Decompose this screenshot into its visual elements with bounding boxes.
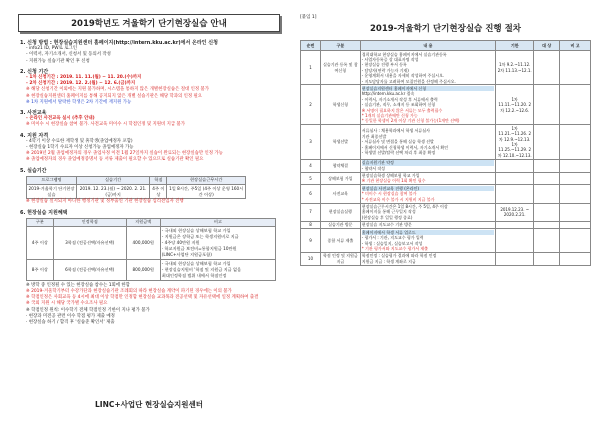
td: 400,000원 [126,227,160,260]
td [560,125,591,159]
procedure-line: 현장실습 사전교육 진행 (온라인) [362,186,495,191]
td: 7 [301,203,321,221]
procedure-content [360,229,496,253]
benefit-note: · 현장과 미전공 관련 이수 학점 평가 제출 예정 [26,313,115,319]
benefit-note: ※ 2019-겨울학기부터 수강가단과 현장실습기관 조례회의 따라 현장실습 계약이 파기된 경우에는 이의 불가 [26,288,232,294]
td: 실습기관 방문 [320,221,360,228]
procedure-line: 경희대학교 현장실습 홈페이지에서 실습기관등록 [361,51,447,57]
th: 기한 [496,41,534,51]
procedure-row [301,85,591,125]
td: 3학점 (전공선택/자유선택) [53,227,126,260]
note-line: - 4주당 40만원 지원 [161,239,200,245]
attachment-tag: [붙임 1] [300,15,317,20]
td [496,229,534,253]
td: 8주 이상 [27,260,54,281]
procedure-line: - 지도담당자를 고려하여 모집인원을 산정해 주십시오. [361,78,456,84]
term-note: ※ 현장실습 실시되지 아니한 행정기관 및 정부출연 기관 현장실습 심리전임자 진행 [26,199,184,205]
benefit-note: ※ 학점인정 원칙: 이수학기 전체 학점인정 기한이 지나 평가 불가 [26,307,150,313]
td: 4주 이상 [27,227,54,260]
th: 구분 [320,41,360,51]
procedure-line: 학점인정 : 실습평가 결과에 따라 학점 인정 [361,253,437,259]
right-page [300,14,591,414]
procedure-content [360,252,496,265]
procedure-line: - 담당자(연락 가능자 기재) [361,67,409,73]
benefit-note: ※ 방학 중 인정될 수 있는 현장실습 참수는 1회에 한함 [26,282,130,288]
procedure-row [301,159,591,172]
td: 학점 인정 및 지원금 지급 [320,252,360,265]
td [534,51,560,85]
td: 8 [301,221,321,228]
eligibility-line: - 현장실습 1학기 수료자 이상 신청가능 졸업예정자 가능 [26,145,134,151]
procedure-row [301,51,591,85]
td: 6 [301,185,321,203]
procedure-content [360,172,496,185]
th: 실습기간 [76,176,149,184]
td [496,159,534,172]
benefit-table [26,218,276,281]
th: 구분 [27,218,54,226]
procedure-line: 현장실습지원센터 홈페이지에서 신청 [362,86,495,91]
td: 1일 8시간, 주5일 (4주 이상 운영 160시간 이상) [167,185,246,199]
procedure-line: 서류심사 : 채용학과에서 학생 서류심사 [361,128,430,134]
procedure-line: 홈페이지를 통해 근무일지 작성 [361,209,416,215]
td: 1차 11.21.~11.26. 2차 12.9.~12.13. 1차 11.25.~11.29. 2차 12.10.~12.13. [496,125,534,159]
procedure-line: 지원금 지급 : 학생 계좌로 지급 [361,258,416,264]
td: 4주 이상 [150,185,167,199]
procedure-line: - 사업자등록증 상 대표자명 작성 [361,56,419,62]
note-line: - 현장실습지원비 '학점 및 지원금 지급 없음 [161,266,242,272]
th: 현장실습근무시간 [167,176,246,184]
td [560,252,591,265]
td: 상해보험 가입 [320,172,360,185]
edu-line: - 온라인 사전교육 실시 (추후 안내) [26,116,95,122]
th: 비고 [160,218,275,226]
procedure-line: - 서류심사 및 면접을 통해 실습 학생 선발 [361,139,434,145]
procedure-line: 기관 최종선발 [361,133,387,139]
td: 1차 11.11.~11.20. 2차 12.2.~12.6. [496,85,534,125]
procedure-content [360,51,496,85]
td: 2 [301,85,321,125]
procedure-line: - 실습기관, 직무, 소재지 등 조회하여 신청 [361,102,436,108]
procedure-line: 홈페이지에서 학생 서류 업로드 [362,230,495,235]
td: 9 [301,229,321,253]
th: 비 고 [560,41,591,51]
procedure-line: http://intern.kku.ac.kr 접속 [361,91,415,97]
procedure-line: * 1개의 실습기관에만 신청 가능 [361,112,418,118]
edu-note: ※ 미이수 시 현장실습 참여 불가. 사전교육 미이수 시 학점인정 및 지원비 지급 불가 [26,122,185,128]
td: 6학점 (전공선택/자유선택) [53,260,126,281]
note-line: · 학교지원금 보전비=통합지원금 10만원 [161,246,237,252]
procedure-content [360,203,496,221]
procedure-content [360,185,496,203]
td [534,172,560,185]
th: 프로그램명 [27,176,77,184]
term-table [26,176,246,200]
procedure-row [301,221,591,228]
td [534,221,560,228]
period-note: ※ 현장실습지원센터 홈페이지를 통해 공지되지 않은 개별 실습기관은 해당 학과의 인정 필요 [26,93,202,99]
sec-apply-head: 1. 신청 방법 : 현장실습지원센터 홈페이지(http://intern.kku.ac.kr)에서 온라인 신청 [20,40,218,46]
benefit-note: ※ 학점인정은 사회교육 등 4시에 최대 이상 학점만 인정함 현장실습 교과목과 전공선택 및 자유선택에 일정 계획하여 출결 [26,295,259,301]
procedure-line: ※ 기관 현장실습 이력 1회 확인 필수 [361,178,426,184]
td: 종합 서류 제출 [320,229,360,253]
td [496,172,534,185]
period-round-2: - 2차 신청기간 : 2019. 12. 2.(월) ~ 12. 6.(금)까지 [26,81,136,87]
sec-apply-line: - 지원가능 실습기관 확인 후 신청 [26,58,90,64]
td [534,185,560,203]
procedure-row [301,229,591,253]
td [534,125,560,159]
procedure-row [301,125,591,159]
td [496,185,534,203]
td [560,51,591,85]
td [560,221,591,228]
procedure-content [360,125,496,159]
procedure-row [301,203,591,221]
sec-benefit-head: 6. 현장실습 지원혜택 [20,209,68,216]
procedure-line: 현장실습 지도교수 기관 방문 [361,222,412,228]
period-note: ※ 1차 지원에서 탈락한 학생은 2차 기간에 재지원 가능 [26,99,132,105]
td [496,252,534,265]
td [496,221,534,228]
td-notes [160,227,275,260]
procedure-line: * 사전교육 이수 불가 시 지원비 지급 불가 [361,196,435,202]
th: 인정학점 [53,218,126,226]
td: 1 [301,51,321,85]
note-line: - 지원금은 장학금 또는 학생지원비로 지급 [161,233,239,239]
left-body [12,32,286,326]
td: 5 [301,172,321,185]
left-page [12,14,286,414]
td [560,185,591,203]
td [534,229,560,253]
note-line: - 국내외 현장실습 상해보험 학교 가입 [161,260,231,266]
sec-apply-line: - 이력서, 자기소개서, 신청서 및 동의서 작성 [26,52,111,58]
procedure-line: - 학생별 선발/탈락 선택 처리 후 최종 확정 [361,150,436,156]
td: 1차 9.2.~11.12. 2차 11.13.~12.1. [496,51,534,85]
note-line: 최대인정학점 범위 내에서 학점인정 [161,273,227,278]
td [560,203,591,221]
sec-eligibility-head: 4. 지원 자격 [20,132,49,139]
procedure-line: 현장실습근무시간은 1일 8시간, 주 5일, 4주 이상 [361,204,448,210]
sec-apply-line: - info21 ID, PW로 로그인 [26,46,78,52]
td [560,159,591,172]
period-note: ※ 해당 신청기간 이외에는 지원 불가하며, 시스템을 통하지 않은 개별현장실습은 절대 인정 불가 [26,87,209,93]
td: 협약체결 [320,159,360,172]
td [534,159,560,172]
td: 10 [301,252,321,265]
th: 지원금액 [126,218,160,226]
th: 내 용 [360,41,496,51]
td: 현장실습실행 [320,203,360,221]
td: 2019-겨울학기 단기현장실습 [27,185,77,199]
left-title: 2019학년도 겨울학기 단기현장실습 안내 [18,14,280,32]
right-title: 2019-겨울학기 단기현장실습 진행 절차 [369,24,522,34]
procedure-line: ※ 서명이 필요하지 않은 서류는 모두 출력필수 [361,107,443,113]
td: 3 [301,125,321,159]
sec-period-head: 2. 신청 기간 [20,68,49,75]
td: 실습기관 등록 및 참여신청 [320,51,360,85]
td: 4 [301,159,321,172]
procedure-line: - 홈페이지에서 신청학생 이력서, 자기소개서 확인 [361,144,449,150]
sec-edu-head: 3. 사전교육 [20,110,47,117]
benefit-note: · 현장실습 하기 / 합격 후 '실습준 확인서' 제출 [26,319,115,325]
note-line: (LINC+사업단 지원금포함) [161,252,212,258]
td [560,229,591,253]
procedure-line: - 협약서 작성 [361,165,386,171]
td [534,85,560,125]
procedure-line: (현장실습 후 일일 행정 종료) [361,214,413,220]
procedure-line: * 동일한 학생이 2개 이상 기관 신청 불가능(1개만 선택) [361,118,460,124]
procedure-line: 실습지원기관 약정 [362,160,495,165]
td: 학생신청 [320,85,360,125]
th: 순번 [301,41,321,51]
td [534,203,560,221]
procedure-line: - 운영계획서 내용을 자세히 작성하여 주십시오. [361,73,445,79]
procedure-body [301,51,591,266]
td [534,252,560,265]
procedure-content [360,221,496,228]
procedure-line: - 현장실습 진행 부서 등록 [361,62,407,68]
procedure-row [301,252,591,265]
td: 2019. 12. 23.(월) ~ 2020. 2. 21.(금)까지 [76,185,149,199]
procedure-line: 현장실습학생 상해보험 학교 가입 [361,173,420,179]
eligibility-note: ※ 2019년 2월 졸업예정자의 경우 졸업사정 이전 1월 27일까지 실습이 완료되는 현장실습만 인정 가능 [26,151,223,157]
th: 학점 [150,176,167,184]
benefit-note: ※ 국외 지원 시 해당 국가별 수요조사 필요 [26,301,108,307]
td-notes [160,260,275,281]
procedure-row [301,185,591,203]
td [560,85,591,125]
procedure-line: - 평가서 : 기관, 지도교수 평가 입력 [361,235,424,241]
td: 800,000원 [126,260,160,281]
procedure-table [300,40,591,266]
procedure-line: - 학생 : 실습일지, 실습보고서 작성 [361,240,423,246]
td: 2019.12.23. ~ 2020.2.21. [496,203,534,221]
td: 사전교육 [320,185,360,203]
procedure-line: * 미이수 시 현장실습 참여 불가 [361,191,417,197]
procedure-line: * 기관 평가서와 지도교수 평가서 제출 [361,245,429,251]
period-round-1: - 1차 신청기간 : 2019. 11. 11.(월) ~ 11. 20.(수)까지 [26,75,142,81]
td: 학생선발 [320,125,360,159]
td [560,172,591,185]
left-footer: LINC+사업단 현장실습지원센터 [95,400,203,409]
eligibility-note: ※ 졸업예정자의 경우 졸업예정증명서 등 서류 제출이 필요할 수 있으므로 실습기관 확인 필요 [26,157,204,163]
procedure-content [360,85,496,125]
procedure-line: - 이력서, 자기소개서 작성 후 서류에서 출력 [361,96,438,102]
eligibility-line: - 4학기 이상 수료한 재학생 및 휴학생(졸업예정자 포함) [26,138,133,144]
note-line: - 국내외 현장실습 상해보험 학교 가입 [161,227,231,233]
sec-term-head: 5. 실습기간 [20,167,47,174]
procedure-content [360,159,496,172]
th: 대 상 [534,41,560,51]
procedure-row [301,172,591,185]
